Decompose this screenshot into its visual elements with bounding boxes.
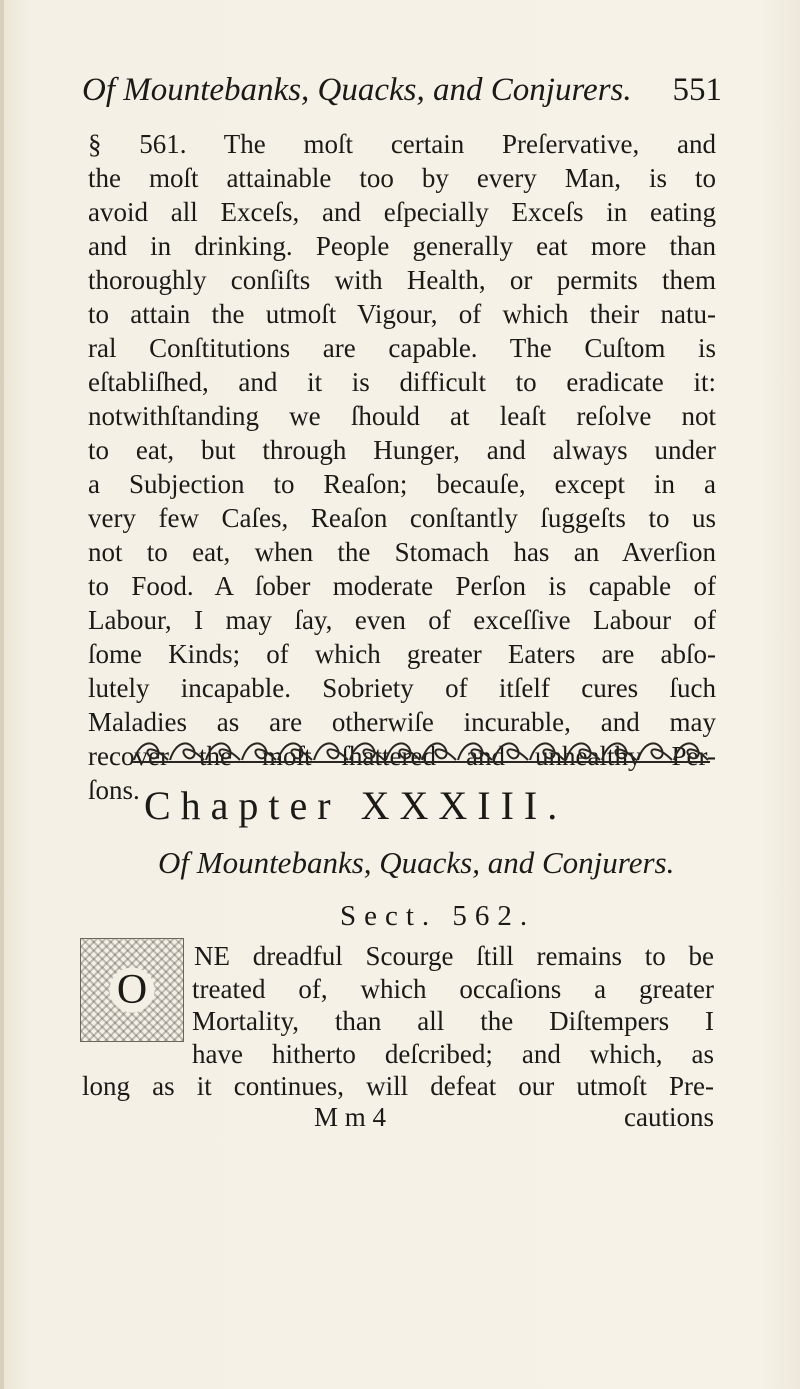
running-head-title: Of Mountebanks, Quacks, and Conjurers. bbox=[82, 72, 632, 108]
text-line: NE dreadful Scourge ſtill remains to be bbox=[194, 941, 714, 971]
ornament-scroll bbox=[134, 743, 168, 760]
ornament-scroll bbox=[458, 743, 492, 760]
text-line: ſons. bbox=[88, 775, 140, 805]
text-line: long as it continues, will defeat our utmoſt Pre- bbox=[82, 1071, 714, 1101]
text-line: recover the moſt ſhattered and unhealthy Per- bbox=[88, 741, 716, 771]
text-line: Labour, I may ſay, even of exceſſive Labour of bbox=[88, 605, 716, 635]
ornament-scroll bbox=[206, 743, 240, 760]
chapter-title: Chapter XXXIII. bbox=[144, 783, 568, 828]
text-line: the moſt attainable too by every Man, is to bbox=[88, 163, 716, 193]
text-line: to Food. A ſober moderate Perſon is capable of bbox=[88, 571, 716, 601]
text-line: ral Conſtitutions are capable. The Cuſtom is bbox=[88, 333, 716, 363]
ornament-scroll bbox=[566, 743, 600, 760]
ornament-scroll bbox=[602, 743, 636, 760]
ornament-scroll bbox=[278, 743, 312, 760]
section-561-text bbox=[88, 127, 716, 807]
text-line: notwithſtanding we ſhould at leaſt reſolve not bbox=[88, 401, 716, 431]
section-heading: Sect. 562. bbox=[340, 900, 536, 932]
ornament-scroll bbox=[242, 743, 276, 760]
signature-mark: M m 4 bbox=[314, 1102, 387, 1132]
page-gutter bbox=[0, 0, 4, 1389]
text-line: § 561. The moſt certain Preſervative, and bbox=[88, 129, 716, 159]
text-line: not to eat, when the Stomach has an Averſion bbox=[88, 537, 716, 567]
section-562-text bbox=[82, 940, 714, 1103]
ornament-scroll bbox=[170, 743, 204, 760]
text-line: to attain the utmoſt Vigour, of which their natu- bbox=[88, 299, 716, 329]
ornament-scroll bbox=[494, 743, 528, 760]
page-number: 551 bbox=[672, 72, 722, 108]
drop-cap-letter: O bbox=[81, 939, 183, 1041]
text-line: avoid all Exceſs, and eſpecially Exceſs in eating bbox=[88, 197, 716, 227]
ornament-scroll bbox=[638, 743, 672, 760]
ornament-scroll bbox=[422, 743, 456, 760]
text-line: and in drinking. People generally eat more than bbox=[88, 231, 716, 261]
text-line: a Subjection to Reaſon; becauſe, except in a bbox=[88, 469, 716, 499]
text-line: very few Caſes, Reaſon conſtantly ſuggeſts to us bbox=[88, 503, 716, 533]
text-line: Mortality, than all the Diſtempers I bbox=[192, 1006, 714, 1036]
text-line: lutely incapable. Sobriety of itſelf cures ſuch bbox=[88, 673, 716, 703]
ornament-scroll bbox=[386, 743, 420, 760]
ornament-scroll bbox=[530, 743, 564, 760]
text-line: to eat, but through Hunger, and always under bbox=[88, 435, 716, 465]
catchword: cautions bbox=[624, 1102, 714, 1132]
text-line: eſtabliſhed, and it is difficult to eradicate it: bbox=[88, 367, 716, 397]
text-line: treated of, which occaſions a greater bbox=[192, 973, 714, 1004]
ornament-scroll bbox=[674, 743, 708, 760]
ornament-scroll bbox=[350, 743, 384, 760]
decorative-ornament-band bbox=[132, 736, 712, 766]
text-line: Maladies as are otherwiſe incurable, and may bbox=[88, 707, 716, 737]
chapter-subtitle: Of Mountebanks, Quacks, and Conjurers. bbox=[158, 845, 675, 880]
text-line: have hitherto deſcribed; and which, as bbox=[192, 1038, 714, 1069]
running-head bbox=[82, 72, 722, 109]
text-line: ſome Kinds; of which greater Eaters are abſo- bbox=[88, 639, 716, 669]
text-line: thoroughly conſiſts with Health, or permits them bbox=[88, 265, 716, 295]
ornament-scroll bbox=[314, 743, 348, 760]
